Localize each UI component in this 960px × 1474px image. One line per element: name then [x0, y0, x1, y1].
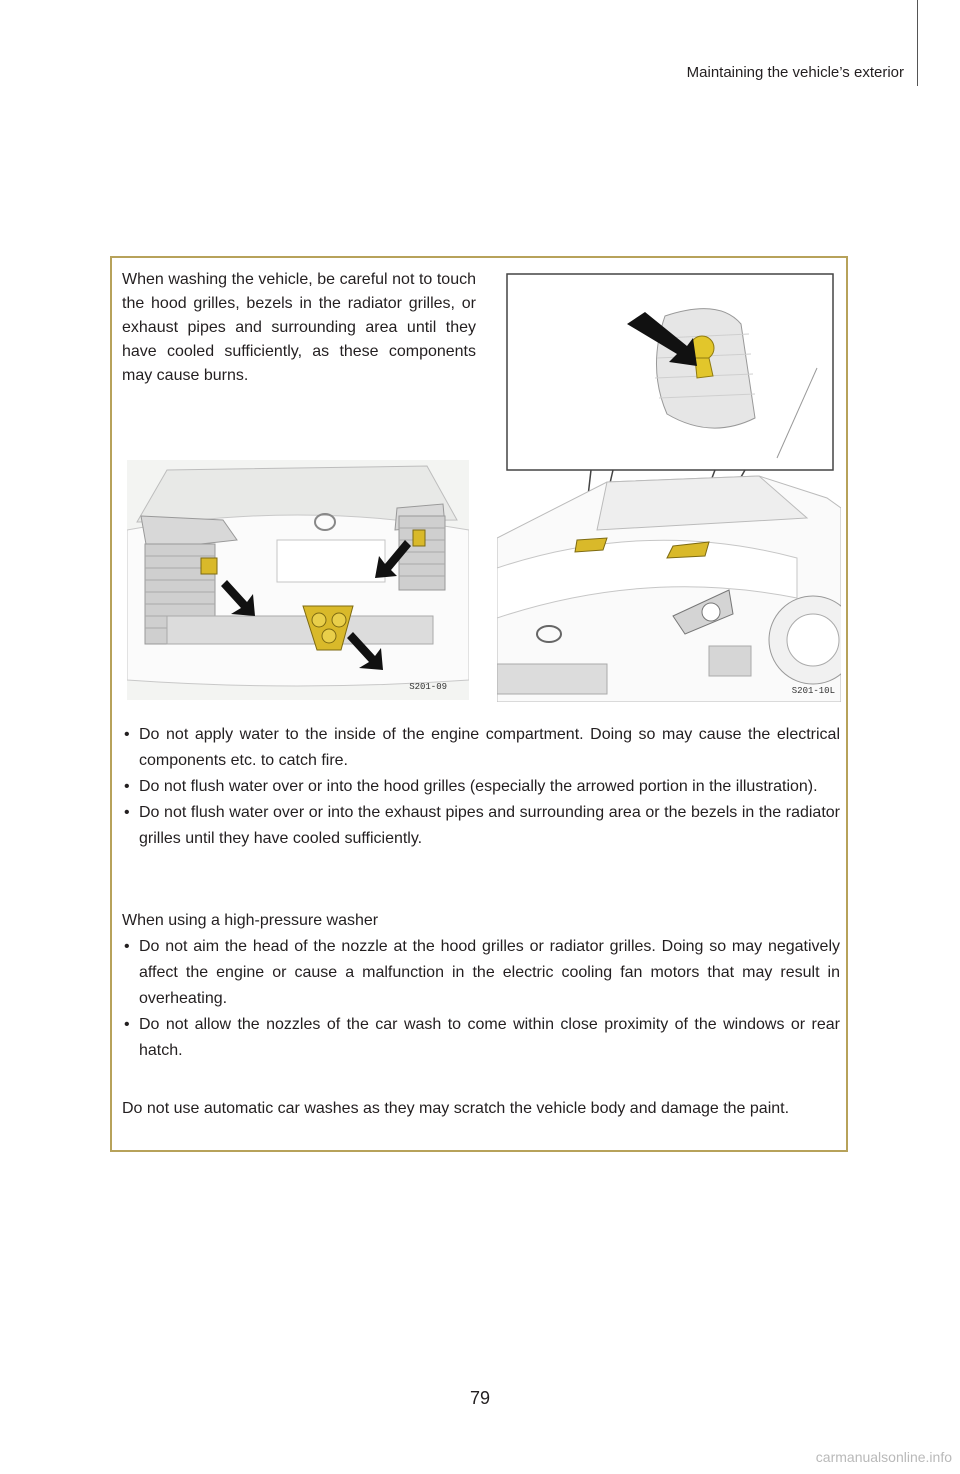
- car-wash-note: Do not use automatic car washes as they may scratch the vehicle body and damage the paint.: [122, 1100, 790, 1117]
- list-item: • Do not aim the head of the nozzle at the hood grilles or radiator grilles. Doing so may negatively affect the engine or cause a malfunction in the electric cooling fan motors that may result in overheating.: [122, 934, 840, 1012]
- running-header: Maintaining the vehicle’s exterior: [686, 64, 904, 81]
- rear-figure-code: S201-09: [409, 682, 447, 692]
- rear-view-illustration: [127, 460, 469, 700]
- page-number: 79: [469, 1388, 491, 1408]
- front-view-illustration: [497, 268, 841, 702]
- list-item: • Do not flush water over or into the exhaust pipes and surrounding area or the bezels in the radiator grilles until they have cooled sufficiently.: [122, 800, 840, 852]
- list-item: • Do not apply water to the inside of the engine compartment. Doing so may cause the electrical components etc. to catch fire.: [122, 722, 840, 774]
- list-item: • Do not allow the nozzles of the car wash to come within close proximity of the windows or rear hatch.: [122, 1012, 840, 1064]
- front-view-drawing: [497, 268, 841, 702]
- pressure-washer-heading: When using a high-pressure washer: [122, 912, 379, 929]
- general-warning-list: [122, 722, 840, 852]
- list-item: • Do not flush water over or into the hood grilles (especially the arrowed portion in the illustration).: [122, 774, 840, 800]
- pressure-washer-list: [122, 934, 840, 1064]
- front-figure-code: S201-10L: [791, 686, 835, 696]
- header-rule: [917, 0, 918, 86]
- watermark: carmanualsonline.info: [815, 1449, 952, 1465]
- caution-intro-text: When washing the vehicle, be careful not to touch the hood grilles, bezels in the radiator grilles, or exhaust pipes and surrounding area until they have cooled sufficiently, as these components may cause burns.: [122, 271, 476, 384]
- rear-view-drawing: [127, 460, 469, 700]
